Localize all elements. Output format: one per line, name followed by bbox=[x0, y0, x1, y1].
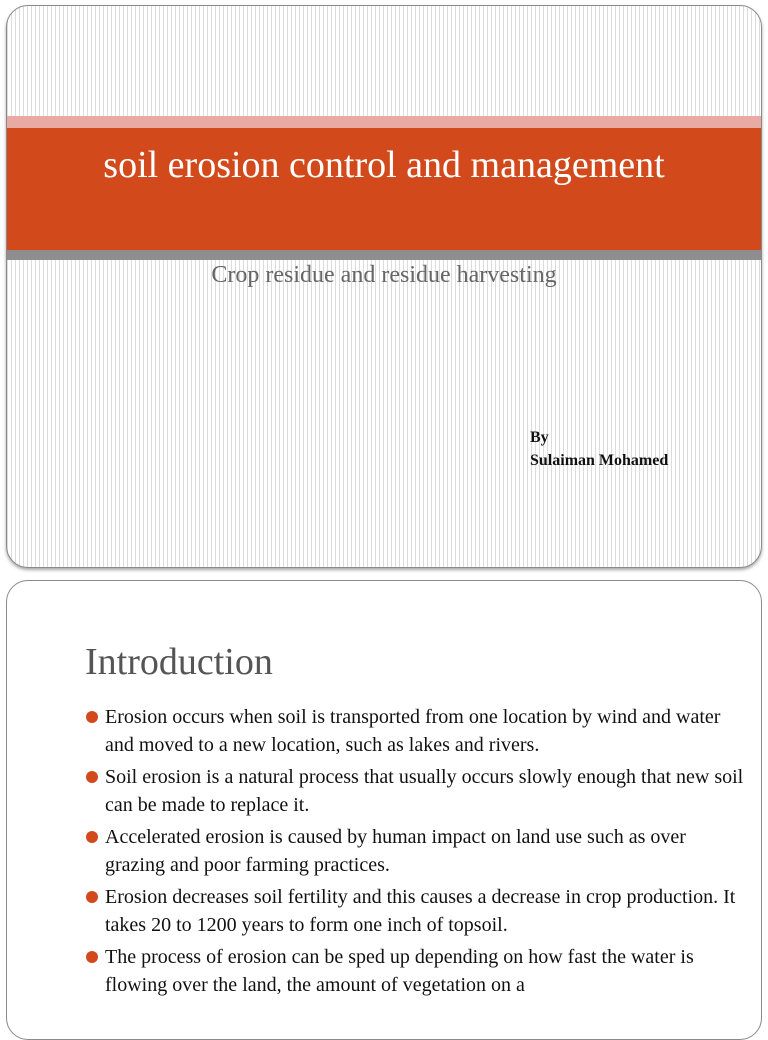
bullet-text: Soil erosion is a natural process that usually occurs slowly enough that new soil can be made to replace it. bbox=[105, 766, 744, 816]
bullet-dot-icon bbox=[86, 831, 98, 843]
bullet-dot-icon bbox=[86, 771, 98, 783]
bullet-item bbox=[85, 883, 745, 939]
author-block bbox=[530, 426, 668, 472]
bullet-item bbox=[85, 703, 745, 759]
author-by-label: By bbox=[530, 429, 549, 446]
introduction-slide bbox=[6, 580, 762, 1040]
author-name: Sulaiman Mohamed bbox=[530, 452, 669, 469]
slide-heading: Introduction bbox=[85, 641, 273, 683]
title-band-bottom bbox=[7, 250, 761, 260]
slide-subtitle: Crop residue and residue harvesting bbox=[211, 262, 557, 288]
bullet-dot-icon bbox=[86, 711, 98, 723]
title-slide bbox=[6, 5, 762, 568]
bullet-text: Erosion occurs when soil is transported from one location by wind and water and moved to a new location, such as lakes and rivers. bbox=[105, 706, 721, 756]
slide-title: soil erosion control and management bbox=[103, 144, 665, 186]
bullet-dot-icon bbox=[86, 951, 98, 963]
bullet-dot-icon bbox=[86, 891, 98, 903]
bullet-item bbox=[85, 823, 745, 879]
bullet-list bbox=[85, 703, 745, 1003]
title-band-top bbox=[7, 116, 761, 128]
bullet-text: Erosion decreases soil fertility and this causes a decrease in crop production. It takes 20 to 1200 years to form one inch of topsoil. bbox=[105, 886, 736, 936]
bullet-text: The process of erosion can be sped up depending on how fast the water is flowing over the land, the amount of vegetation on a bbox=[105, 946, 694, 996]
bullet-item bbox=[85, 943, 745, 999]
bullet-item bbox=[85, 763, 745, 819]
bullet-text: Accelerated erosion is caused by human impact on land use such as over grazing and poor farming practices. bbox=[105, 826, 686, 876]
